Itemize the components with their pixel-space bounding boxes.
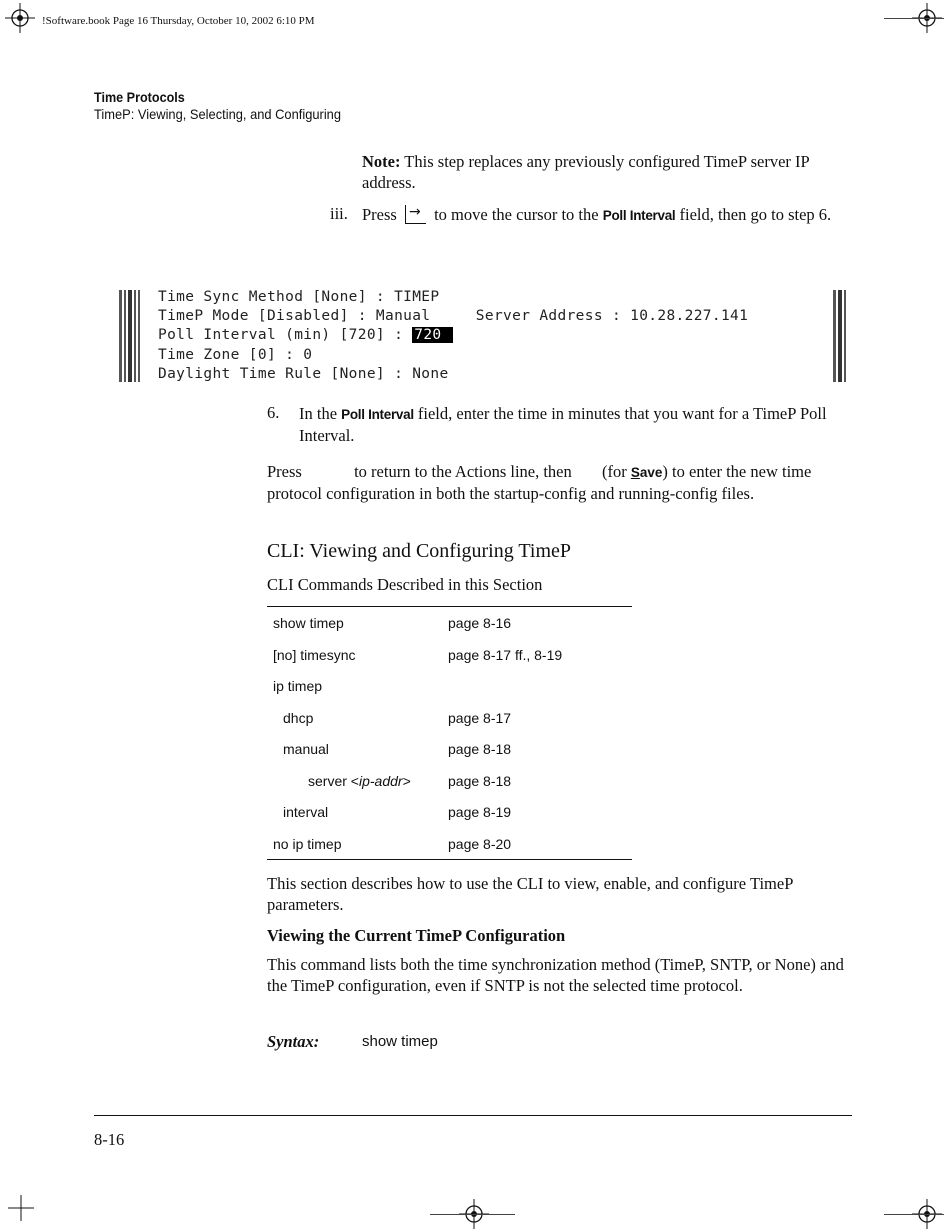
commands-table xyxy=(267,607,632,859)
right-arrow-key-icon xyxy=(405,205,426,224)
step-6-before: In the xyxy=(299,404,342,423)
command-text: dhcp xyxy=(283,709,314,726)
terminal-line-poll-interval xyxy=(158,327,453,343)
command-cell xyxy=(273,678,322,694)
page-reference-cell: page 8-16 xyxy=(448,615,512,631)
crop-line-bottom-right xyxy=(884,1214,944,1215)
lists-paragraph: This command lists both the time synchronization method (TimeP, SNTP, or None) and the TimeP configuration, even if SNTP is not the selected time protocol. xyxy=(267,955,844,995)
command-cell xyxy=(283,741,329,757)
press-part-3: (for xyxy=(597,462,631,481)
table-bottom-rule xyxy=(267,859,632,860)
syntax-command: show timep xyxy=(362,1033,438,1050)
terminal-line-timep-mode: TimeP Mode [Disabled] : Manual Server Address : 10.28.227.141 xyxy=(158,308,749,324)
running-header-subtitle: TimeP: Viewing, Selecting, and Configuring xyxy=(94,106,342,122)
command-text: [no] timesync xyxy=(273,646,356,663)
section-heading: CLI: Viewing and Configuring TimeP xyxy=(267,540,572,562)
save-action-label xyxy=(631,465,663,480)
command-cell xyxy=(283,710,313,726)
syntax-label: Syntax: xyxy=(267,1032,320,1051)
book-slug: !Software.book Page 16 Thursday, October 10, 2002 6:10 PM xyxy=(42,15,315,27)
terminal-line-time-zone: Time Zone [0] : 0 xyxy=(158,347,313,363)
table-caption: CLI Commands Described in this Section xyxy=(267,575,543,594)
step-iii-before: Press xyxy=(362,205,401,224)
press-part-4: ) to enter the new time protocol configuration in both the startup-config and running-config files. xyxy=(267,462,812,503)
right-arrow-glyph: → xyxy=(408,204,421,220)
table-row xyxy=(267,639,632,671)
viewing-subheading: Viewing the Current TimeP Configuration xyxy=(267,926,566,945)
save-hotkey-letter: S xyxy=(630,465,640,480)
command-argument: ip-addr xyxy=(358,772,403,789)
footer-rule xyxy=(94,1115,852,1116)
page-reference-cell: page 8-18 xyxy=(448,772,512,789)
command-cell xyxy=(273,615,344,631)
table-row xyxy=(267,828,632,860)
command-text: show timep xyxy=(273,615,344,631)
command-cell xyxy=(308,773,411,789)
crop-line-bottom xyxy=(430,1214,515,1215)
command-cell xyxy=(273,647,355,663)
describes-paragraph: This section describes how to use the CLI to view, enable, and configure TimeP parameters. xyxy=(267,874,793,914)
press-paragraph xyxy=(267,461,857,504)
terminal-right-border xyxy=(833,290,847,382)
table-row xyxy=(267,670,632,702)
table-row xyxy=(267,765,632,797)
terminal-line-daylight-rule: Daylight Time Rule [None] : None xyxy=(158,366,449,382)
page-reference-cell: page 8-20 xyxy=(448,835,512,852)
poll-interval-cursor-value: 720 xyxy=(414,327,451,343)
step-6-after: field, enter the time in minutes that you want for a TimeP Poll Interval. xyxy=(299,404,827,445)
page-number: 8-16 xyxy=(94,1130,125,1149)
command-text: interval xyxy=(283,804,329,820)
page-reference-cell: page 8-17 xyxy=(448,709,512,726)
crop-line-top-right xyxy=(884,18,944,19)
table-row xyxy=(267,733,632,765)
terminal-left-border xyxy=(119,290,141,382)
command-text: no ip timep xyxy=(273,835,342,852)
table-row xyxy=(267,607,632,639)
poll-interval-label: Poll Interval (min) [720] : xyxy=(158,327,413,343)
step-6-field-name: Poll Interval xyxy=(341,407,414,422)
command-text: manual xyxy=(283,741,329,757)
page-reference-cell: page 8-19 xyxy=(448,804,512,820)
step-iii-middle: to move the cursor to the xyxy=(429,205,603,224)
command-text: server < xyxy=(308,772,359,789)
page-reference-cell: page 8-18 xyxy=(448,741,512,757)
command-text: ip timep xyxy=(273,678,323,694)
running-header-title: Time Protocols xyxy=(94,89,185,105)
step-6-number: 6. xyxy=(267,403,280,422)
step-iii-field-name: Poll Interval xyxy=(602,208,676,223)
crop-mark-bottom-left xyxy=(8,1195,34,1221)
table-row xyxy=(267,796,632,828)
step-iii-text xyxy=(362,204,854,226)
step-6-text xyxy=(299,403,855,446)
step-iii-number: iii. xyxy=(330,204,348,223)
save-rest: ave xyxy=(639,465,663,480)
page-reference-cell: page 8-17 ff., 8-19 xyxy=(448,646,563,663)
note-text: This step replaces any previously configured TimeP server IP address. xyxy=(362,152,810,192)
terminal-line-sync-method: Time Sync Method [None] : TIMEP xyxy=(158,289,440,305)
note-label: Note: xyxy=(362,152,401,171)
table-row xyxy=(267,702,632,734)
registration-mark-top-left xyxy=(5,3,35,33)
step-iii-after: field, then go to step 6. xyxy=(675,205,832,224)
press-part-1: Press xyxy=(267,462,306,481)
command-cell xyxy=(283,804,328,820)
press-part-2: to return to the Actions line, then xyxy=(349,462,576,481)
note-paragraph xyxy=(362,151,854,193)
command-cell xyxy=(273,836,341,852)
command-suffix: > xyxy=(402,772,411,789)
